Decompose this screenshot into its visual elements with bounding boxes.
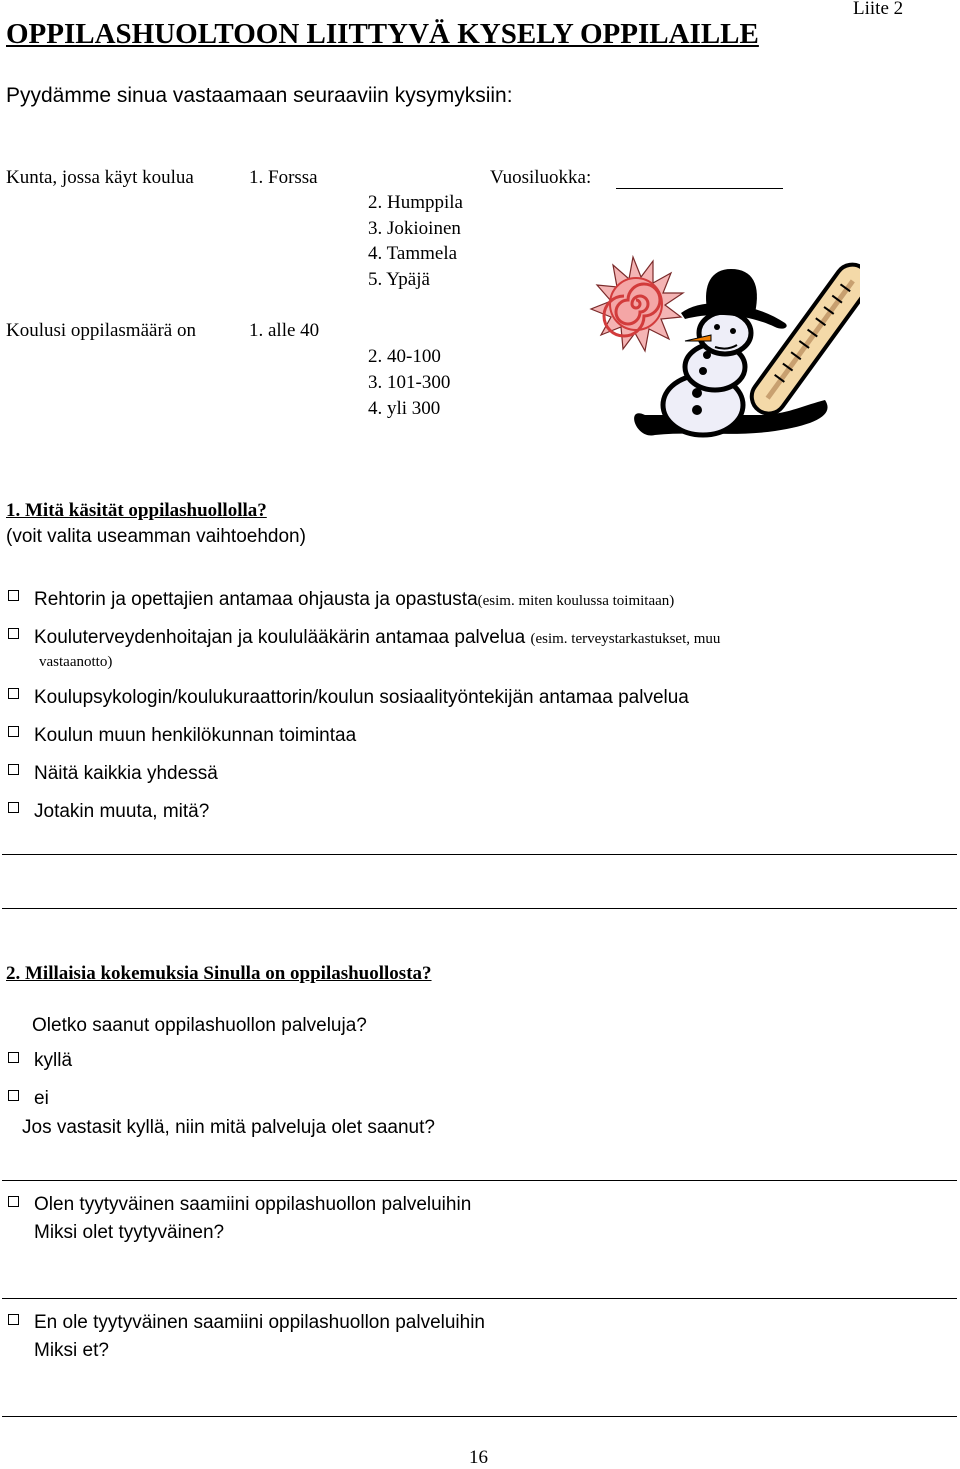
q1-option-4-checkbox[interactable] xyxy=(8,726,19,737)
q2-followup-line[interactable] xyxy=(2,1180,957,1181)
q1-option-5-label: Näitä kaikkia yhdessä xyxy=(34,763,218,784)
municipality-option-3[interactable]: 3. Jokioinen xyxy=(368,218,461,239)
intro-text: Pyydämme sinua vastaamaan seuraaviin kysymyksiin: xyxy=(6,84,513,107)
q1-option-2-note: (esim. terveystarkastukset, muu xyxy=(530,631,721,647)
thermometer-icon xyxy=(745,258,860,420)
q1-option-1-note: (esim. miten koulussa toimitaan) xyxy=(477,593,675,609)
q2-satisfied-line[interactable] xyxy=(2,1298,957,1299)
q2-no-checkbox[interactable] xyxy=(8,1090,19,1101)
q1-option-3-checkbox[interactable] xyxy=(8,688,19,699)
school-size-option-1[interactable]: 1. alle 40 xyxy=(249,320,320,341)
q2-satisfied-why: Miksi olet tyytyväinen? xyxy=(34,1222,225,1243)
q1-answer-line-1[interactable] xyxy=(2,854,957,855)
q2-yes-label: kyllä xyxy=(34,1050,73,1071)
q2-yes-checkbox[interactable] xyxy=(8,1052,19,1063)
q1-option-3-label: Koulupsykologin/koulukuraattorin/koulun sosiaalityöntekijän antamaa palvelua xyxy=(34,687,689,708)
q2-unsatisfied-checkbox[interactable] xyxy=(8,1314,19,1325)
snowman-body xyxy=(663,312,751,435)
q1-option-6-label: Jotakin muuta, mitä? xyxy=(34,801,210,822)
q1-option-1-label: Rehtorin ja opettajien antamaa ohjausta ja opastusta(esim. miten koulussa toimitaan) xyxy=(34,589,675,610)
grade-input-line[interactable] xyxy=(616,188,783,189)
q1-option-6-checkbox[interactable] xyxy=(8,802,19,813)
q1-option-1-checkbox[interactable] xyxy=(8,590,19,601)
school-size-label: Koulusi oppilasmäärä on xyxy=(6,320,196,341)
q2-satisfied-label: Olen tyytyväinen saamiini oppilashuollon palveluihin xyxy=(34,1194,472,1215)
school-size-option-3[interactable]: 3. 101-300 xyxy=(368,372,451,393)
q1-option-2-label: Kouluterveydenhoitajan ja koululääkärin antamaa palvelua (esim. terveystarkastukset, muu xyxy=(34,627,721,648)
school-size-option-4[interactable]: 4. yli 300 xyxy=(368,398,441,419)
q1-subtitle: (voit valita useamman vaihtoehdon) xyxy=(6,526,306,547)
municipality-option-1[interactable]: 1. Forssa xyxy=(249,167,318,188)
municipality-option-4[interactable]: 4. Tammela xyxy=(368,243,458,264)
municipality-option-5[interactable]: 5. Ypäjä xyxy=(368,269,430,290)
q2-followup: Jos vastasit kyllä, niin mitä palveluja olet saanut? xyxy=(22,1117,435,1138)
q1-option-2-note-cont: vastaanotto) xyxy=(39,654,113,670)
municipality-label: Kunta, jossa käyt koulua xyxy=(6,167,194,188)
q1-answer-line-2[interactable] xyxy=(2,908,957,909)
q1-option-2-checkbox[interactable] xyxy=(8,628,19,639)
municipality-option-2[interactable]: 2. Humppila xyxy=(368,192,463,213)
q2-question: Oletko saanut oppilashuollon palveluja? xyxy=(32,1015,367,1036)
q1-title: 1. Mitä käsität oppilashuollolla? xyxy=(6,500,267,521)
q2-satisfied-checkbox[interactable] xyxy=(8,1196,19,1207)
q2-title: 2. Millaisia kokemuksia Sinulla on oppilashuollosta? xyxy=(6,963,432,984)
appendix-label: Liite 2 xyxy=(853,0,904,19)
page-title: OPPILASHUOLTOON LIITTYVÄ KYSELY OPPILAILLE xyxy=(6,18,759,50)
school-size-option-2[interactable]: 2. 40-100 xyxy=(368,346,441,367)
grade-label: Vuosiluokka: xyxy=(490,167,592,188)
q2-unsatisfied-label: En ole tyytyväinen saamiini oppilashuollon palveluihin xyxy=(34,1312,485,1333)
q2-unsatisfied-line[interactable] xyxy=(2,1416,957,1417)
sun-icon xyxy=(591,257,683,351)
page-number: 16 xyxy=(469,1447,488,1468)
q1-option-5-checkbox[interactable] xyxy=(8,764,19,775)
q1-option-4-label: Koulun muun henkilökunnan toimintaa xyxy=(34,725,357,746)
q2-unsatisfied-why: Miksi et? xyxy=(34,1340,109,1361)
snowman-clipart xyxy=(585,255,860,450)
q2-no-label: ei xyxy=(34,1088,49,1109)
